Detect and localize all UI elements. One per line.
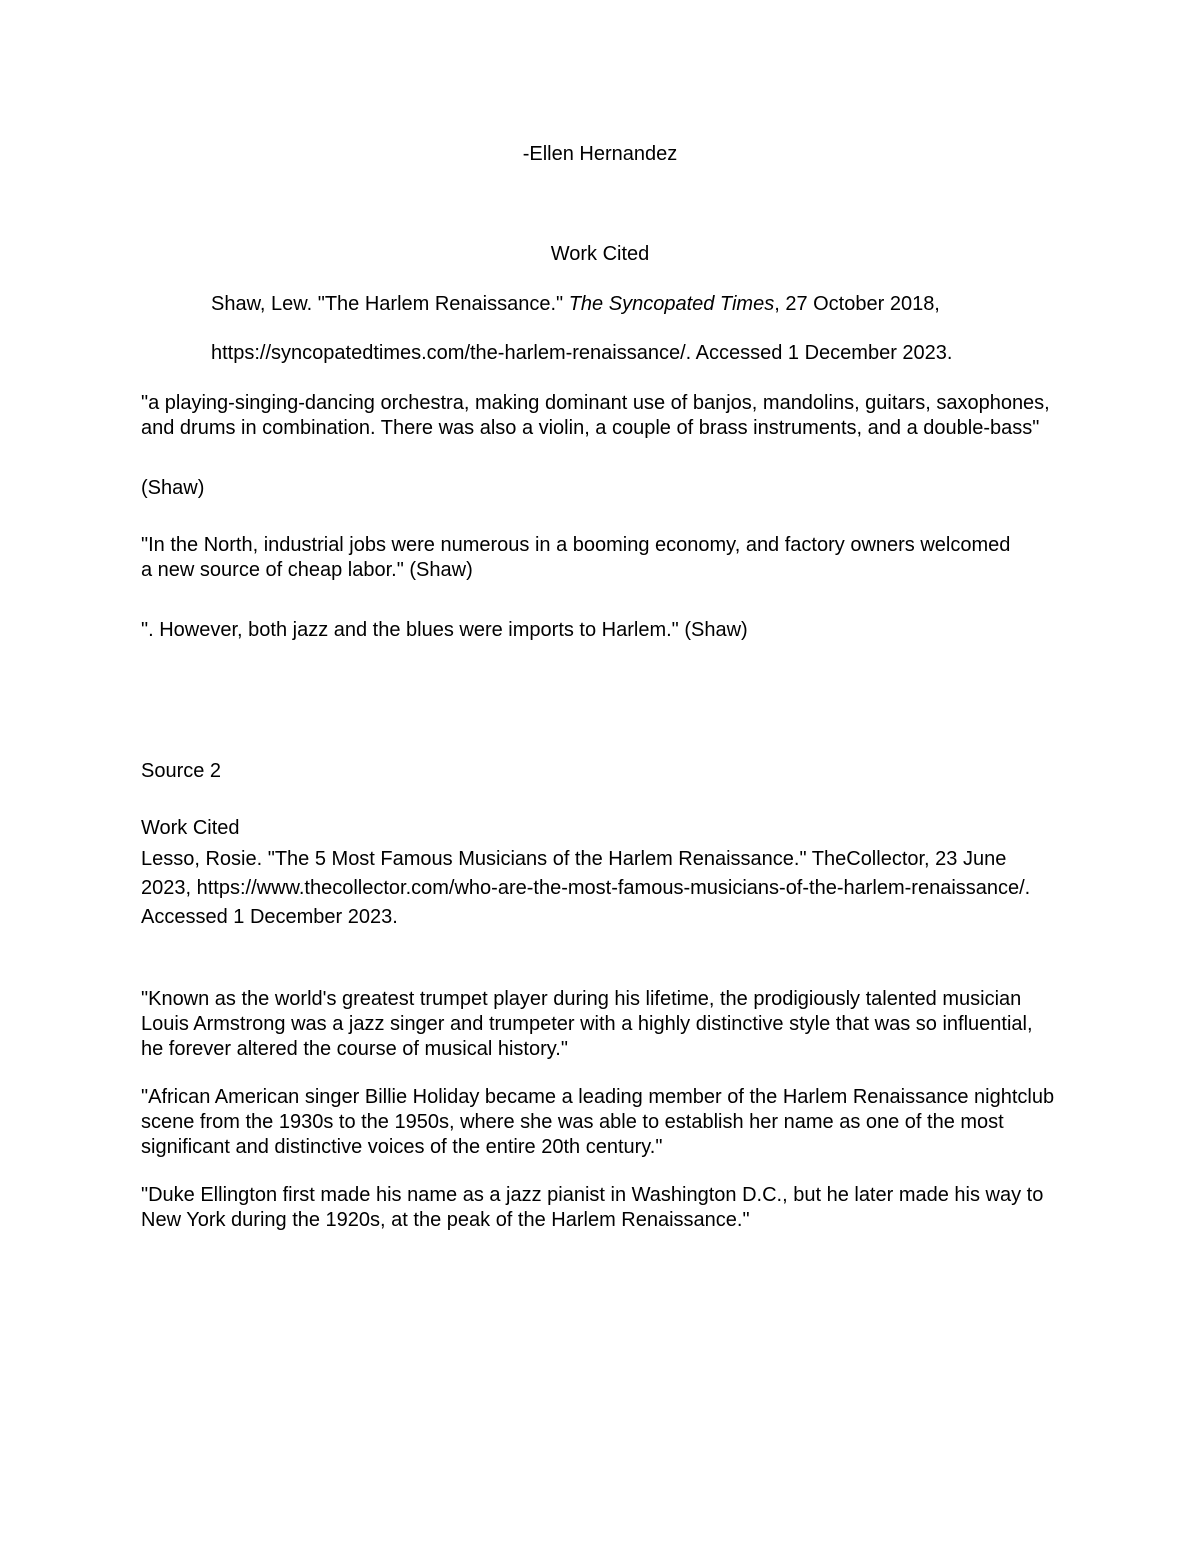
author-name: -Ellen Hernandez: [522, 143, 678, 165]
source1-citation-author-title: Shaw, Lew. "The Harlem Renaissance.": [211, 293, 569, 315]
source1-quote-1-attribution: (Shaw): [141, 477, 205, 499]
source1-heading: Work Cited: [550, 243, 650, 265]
source1-quote-2: "In the North, industrial jobs were numerous in a booming economy, and factory owners welcomed a new source of cheap labor." (Shaw): [141, 534, 1011, 581]
source2-quote-1: "Known as the world's greatest trumpet player during his lifetime, the prodigiously talented musician Louis Armstrong was a jazz singer and trumpeter with a highly distinctive style that was so influential, he forever altered the course of musical history.": [141, 988, 1033, 1060]
source1-citation-publication: The Syncopated Times: [568, 293, 775, 315]
source2-quote-2: "African American singer Billie Holiday became a leading member of the Harlem Renaissance nightclub scene from the 1930s to the 1950s, where she was able to establish her name as one of the most significant and distinctive voices of the entire 20th century.": [141, 1086, 1055, 1158]
source1-citation-line1: [211, 292, 1111, 317]
source2-label: Source 2: [141, 760, 222, 782]
source1-citation-date: , 27 October 2018,: [774, 293, 940, 315]
source2-citation: Lesso, Rosie. "The 5 Most Famous Musicians of the Harlem Renaissance." TheCollector, 23 June 2023, https://www.thecollector.com/who-are-the-most-famous-musicians-of-the-harlem-renaissance/. Accessed 1 December 2023.: [141, 848, 1031, 928]
source2-quote-3: "Duke Ellington first made his name as a jazz pianist in Washington D.C., but he later made his way to New York during the 1920s, at the peak of the Harlem Renaissance.": [141, 1184, 1044, 1231]
source1-quote-3: ". However, both jazz and the blues were imports to Harlem." (Shaw): [141, 619, 748, 641]
source1-quote-1: "a playing-singing-dancing orchestra, making dominant use of banjos, mandolins, guitars, saxophones, and drums in combination. There was also a violin, a couple of brass instruments, and a double-bass": [141, 392, 1050, 439]
source1-citation-line2: https://syncopatedtimes.com/the-harlem-renaissance/. Accessed 1 December 2023.: [211, 342, 953, 364]
source2-heading: Work Cited: [141, 817, 240, 839]
